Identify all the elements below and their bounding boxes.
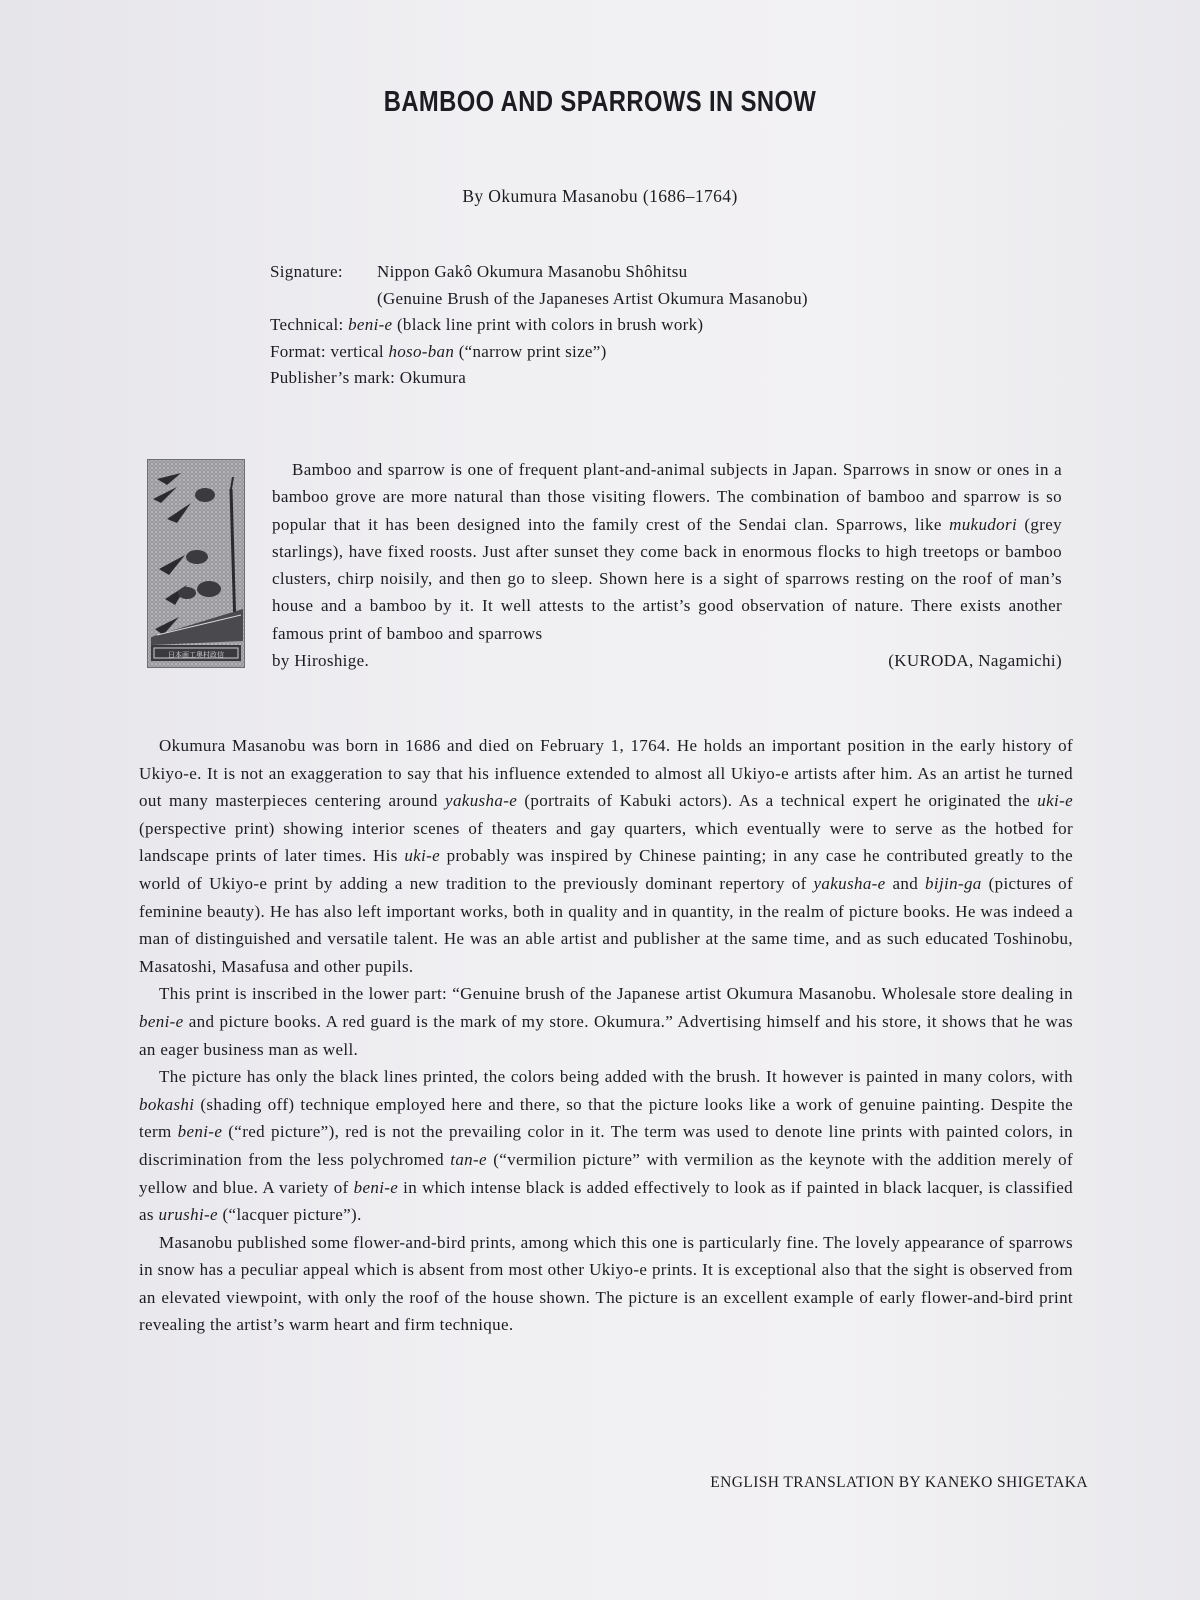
essay-text: and: [885, 873, 926, 893]
essay-paragraph-2: [139, 980, 1073, 1063]
essay-term: urushi-e: [158, 1205, 218, 1225]
document-title: BAMBOO AND SPARROWS IN SNOW: [383, 86, 817, 118]
essay-term: tan-e: [450, 1149, 487, 1169]
essay-text: (pictures of feminine beauty). He has also left important works, both in quality and in quantity, in the realm of picture books. He was indeed a man of distinguished and versatile talent. He was an able artist and publisher at the same time, and as such educated Toshinobu, Masatoshi, Masafusa and other pupils.: [139, 873, 1073, 976]
essay-paragraph-1: [139, 732, 1073, 980]
signature-row: [270, 259, 1010, 286]
format-label: Format:: [270, 341, 326, 361]
print-description-paragraph: [272, 456, 1062, 674]
essay-paragraph-3: [139, 1063, 1073, 1229]
essay-term: uki-e: [1037, 791, 1073, 811]
signature-translation: (Genuine Brush of the Japaneses Artist Okumura Masanobu): [377, 288, 808, 308]
description-author: (KURODA, Nagamichi): [888, 651, 1062, 671]
publisher-label: Publisher’s mark:: [270, 368, 396, 387]
description-credit-line: [272, 647, 1062, 674]
description-last-line: by Hiroshige.: [272, 651, 370, 671]
bamboo-sparrow-thumbnail-illustration: [147, 459, 245, 668]
technical-term: beni-e: [348, 315, 393, 334]
essay-text: (shading off) technique employed here and there, so that the picture looks like a work of genuine painting. Despite the term: [139, 1094, 1073, 1142]
signature-value: Nippon Gakô Okumura Masanobu Shôhitsu: [377, 262, 688, 281]
signature-translation-row: [270, 286, 1010, 313]
print-metadata: [270, 259, 1010, 392]
description-text-1: Bamboo and sparrow is one of frequent plant-and-animal subjects in Japan. Sparrows in snow or ones in a bamboo grove are more natural than those visiting flowers. The combination of bamboo and sparrow is so popular that it has been designed into the family crest of the Sendai clan. Sparrows, like: [272, 460, 1062, 534]
essay-term: bijin-ga: [925, 873, 982, 893]
essay-text: (perspective print) showing interior scenes of theaters and gay quarters, which eventually were to serve as the hotbed for landscape prints of later times. His: [139, 818, 1073, 866]
essay-text: Masanobu published some flower-and-bird prints, among which this one is particularly fine. The lovely appearance of sparrows in snow has a peculiar appeal which is absent from most other Ukiyo-e prints. It is exceptional also that the sight is observed from an elevated viewpoint, with only the roof of the house shown. The picture is an excellent example of early flower-and-bird print revealing the artist’s warm heart and firm technique.: [139, 1232, 1073, 1335]
technical-row: [270, 312, 1010, 339]
essay-text: (portraits of Kabuki actors). As a technical expert he originated the: [517, 791, 1038, 811]
translation-credit: ENGLISH TRANSLATION BY KANEKO SHIGETAKA: [710, 1474, 1088, 1491]
essay-term: uki-e: [404, 846, 441, 866]
essay-text: and picture books. A red guard is the mark of my store. Okumura.” Advertising himself and his store, it shows that he was an eager business man as well.: [139, 1011, 1073, 1059]
publisher-row: [270, 365, 1010, 392]
essay-text: probably was inspired by Chinese painting; in any case he contributed greatly to the world of Ukiyo-e print by adding a new tradition to the previously dominant repertory of: [139, 846, 1073, 893]
format-term: hoso-ban: [388, 341, 455, 361]
essay-text: Okumura Masanobu was born in 1686 and died on February 1, 1764. He holds an important position in the early history of Ukiyo-e. It is not an exaggeration to say that his influence extended to almost all Ukiyo-e artists after him. As an artist he turned out many masterpieces centering around: [139, 736, 1073, 811]
format-row: [270, 339, 1010, 366]
thumbnail-inscription: 日本画工奥村政信: [168, 651, 224, 659]
essay-term: beni-e: [177, 1122, 223, 1142]
description-text-2: (grey starlings), have fixed roosts. Just after sunset they come back in enormous flocks to high treetops or bamboo clusters, chirp noisily, and then go to sleep. Shown here is a sight of sparrows resting on the roof of man’s house and a bamboo by it. It well attests to the artist’s good observation of nature. There exists another famous print of bamboo and sparrows: [272, 514, 1062, 643]
essay-text: The picture has only the black lines printed, the colors being added with the brush. It however is painted in many colors, with: [159, 1067, 1073, 1087]
description-term-mukudori: mukudori: [949, 514, 1018, 534]
format-value: (“narrow print size”): [458, 341, 607, 361]
essay-term: beni-e: [139, 1011, 184, 1031]
technical-value: (black line print with colors in brush work): [396, 315, 704, 334]
essay-text: (“lacquer picture”).: [217, 1205, 362, 1225]
essay-term: bokashi: [139, 1094, 195, 1114]
essay-term: yakusha-e: [445, 791, 518, 811]
essay-text: (“vermilion picture” with vermilion as the keynote with the addition merely of yellow and blue. A variety of: [139, 1149, 1073, 1197]
byline: By Okumura Masanobu (1686–1764): [462, 186, 738, 206]
essay-body: [139, 732, 1073, 1339]
technical-label: Technical:: [270, 315, 344, 334]
essay-term: beni-e: [353, 1177, 399, 1197]
signature-label: Signature:: [270, 262, 343, 281]
essay-paragraph-4: [139, 1229, 1073, 1339]
format-prefix: vertical: [330, 341, 384, 361]
essay-text: This print is inscribed in the lower part: “Genuine brush of the Japanese artist Okumura Masanobu. Wholesale store dealing in: [159, 984, 1073, 1004]
essay-text: in which intense black is added effectively to look as if painted in black lacquer, is classified as: [139, 1177, 1074, 1225]
essay-text: (“red picture”), red is not the prevailing color in it. The term was used to denote line prints with painted colors, in discrimination from the less polychromed: [139, 1122, 1074, 1169]
essay-term: yakusha-e: [813, 873, 886, 893]
print-thumbnail-image: [147, 459, 245, 668]
publisher-value: Okumura: [399, 368, 467, 387]
